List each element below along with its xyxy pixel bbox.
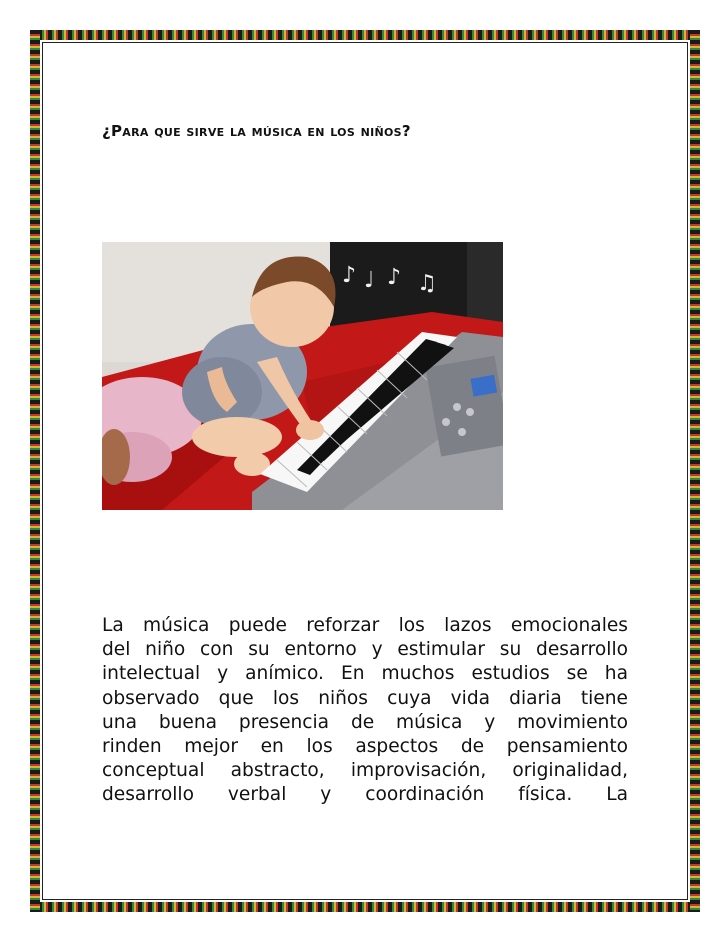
body-paragraph xyxy=(102,614,628,808)
body-line: observado que los niños cuya vida diaria tiene xyxy=(102,687,628,709)
body-line: del niño con su entorno y estimular su desarrollo xyxy=(102,639,628,661)
body-line: conceptual abstracto, improvisación, originalidad, xyxy=(102,760,628,782)
baby-keyboard-photo xyxy=(102,242,503,510)
body-line: rinden mejor en los aspectos de pensamiento xyxy=(102,736,628,758)
decorative-border-right xyxy=(690,30,700,912)
decorative-border-left xyxy=(30,30,40,912)
body-line: desarrollo verbal y coordinación física. La xyxy=(102,784,628,806)
decorative-border-bottom xyxy=(30,902,700,912)
decorative-border-top xyxy=(30,30,700,40)
body-line: La música puede reforzar los lazos emocionales xyxy=(102,615,628,636)
body-line: una buena presencia de música y movimiento xyxy=(102,711,628,733)
body-line: intelectual y anímico. En muchos estudios se ha xyxy=(102,663,628,685)
svg-text:♫: ♫ xyxy=(417,271,437,296)
svg-text:♪: ♪ xyxy=(387,265,402,290)
svg-text:♩: ♩ xyxy=(364,268,375,293)
svg-text:♪: ♪ xyxy=(342,263,357,288)
page-title: ¿Para que sirve la música en los niños? xyxy=(102,122,411,140)
